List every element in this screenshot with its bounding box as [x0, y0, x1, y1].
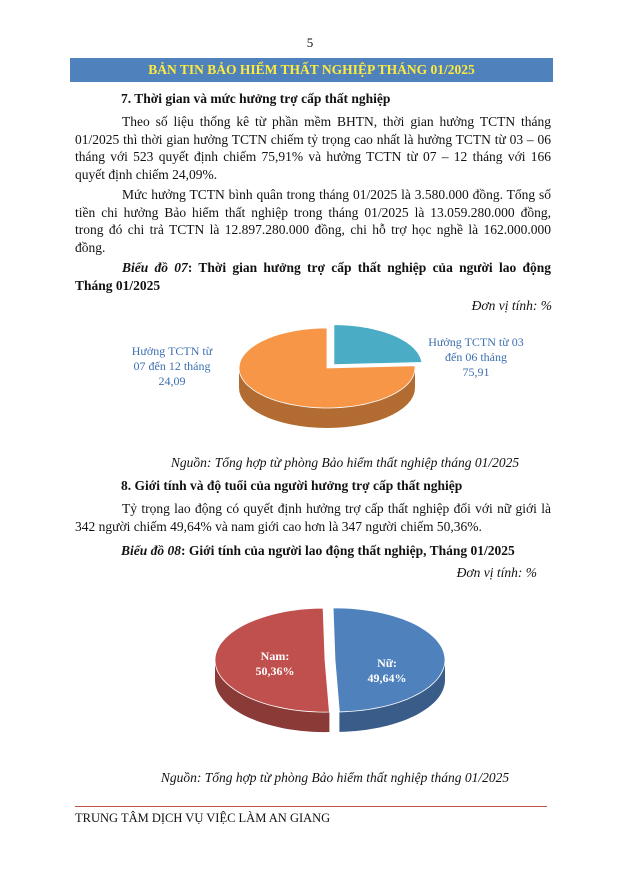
footer-text: TRUNG TÂM DỊCH VỤ VIỆC LÀM AN GIANG: [75, 811, 331, 825]
chart-8-pie: [200, 600, 460, 740]
chart-7-label-a-line1: Hưởng TCTN từ 03: [428, 335, 524, 349]
chart-7-label-b-line1: Hưởng TCTN từ: [131, 344, 213, 358]
chart-8-label-nu: Nữ:: [377, 656, 397, 670]
chart-8-unit: Đơn vị tính: %: [456, 565, 537, 580]
chart-7-label-a-value: 75,91: [462, 365, 490, 379]
section-7-paragraph-2: Mức hưởng TCTN bình quân trong tháng 01/2025 là 3.580.000 đồng. Tổng số tiền chi hưởng Bảo hiểm thất nghiệp trong tháng 01/2025 là 13.059.280.000 đồng, trong đó chi trả TCTN là 12.897.280.000 đồng, chi hỗ trợ học nghề là 162.000.000 đồng.: [75, 187, 551, 255]
chart-8-value-nam: 50,36%: [255, 664, 295, 678]
chart-8-value-nu: 49,64%: [367, 671, 407, 685]
section-7-heading: 7. Thời gian và mức hưởng trợ cấp thất nghiệp: [121, 91, 391, 106]
chart-7-caption-text: : Thời gian hưởng trợ cấp thất nghiệp của người lao động Tháng 01/2025: [75, 260, 551, 293]
section-8-paragraph-1: Tỷ trọng lao động có quyết định hưởng trợ cấp thất nghiệp đối với nữ giới là 342 người chiếm 49,64% và nam giới cao hơn là 347 người chiếm 50,36%.: [75, 501, 551, 534]
chart-8-label-nam: Nam:: [260, 649, 290, 663]
chart-8-caption-text: : Giới tính của người lao động thất nghiệp, Tháng 01/2025: [181, 543, 515, 558]
page-number: 5: [306, 35, 314, 50]
chart-7-label-a-line2: đến 06 tháng: [445, 350, 507, 364]
chart-8-source: Nguồn: Tổng hợp từ phòng Bảo hiểm thất nghiệp tháng 01/2025: [160, 770, 510, 785]
section-8-heading: 8. Giới tính và độ tuổi của người hưởng trợ cấp thất nghiệp: [121, 478, 463, 493]
chart-7-pie: [90, 318, 560, 443]
chart-7-source: Nguồn: Tổng hợp từ phòng Bảo hiểm thất nghiệp tháng 01/2025: [170, 455, 520, 470]
chart-7-label-b-value: 24,09: [158, 374, 186, 388]
chart-7-label-b-line2: 07 đến 12 tháng: [133, 359, 211, 373]
chart-7-slice-07-12: [334, 325, 422, 365]
chart-7-caption: [75, 259, 551, 294]
chart-7-caption-prefix: Biểu đồ 07: [122, 260, 188, 275]
footer-divider: [75, 806, 547, 807]
page-banner: BẢN TIN BẢO HIỂM THẤT NGHIỆP THÁNG 01/2025: [70, 58, 553, 82]
section-7-paragraph-1: Theo số liệu thống kê từ phần mềm BHTN, thời gian hưởng TCTN tháng 01/2025 thì thời gian hưởng TCTN chiếm tỷ trọng cao nhất là hưởng TCTN từ 03 – 06 tháng với 523 quyết định chiếm 75,91% và hưởng TCTN từ 07 – 12 tháng với 166 quyết định chiếm 24,09%.: [75, 114, 551, 182]
chart-7-unit: Đơn vị tính: %: [471, 298, 552, 313]
chart-8-caption: [121, 542, 515, 560]
chart-8-caption-prefix: Biểu đồ 08: [121, 543, 182, 558]
